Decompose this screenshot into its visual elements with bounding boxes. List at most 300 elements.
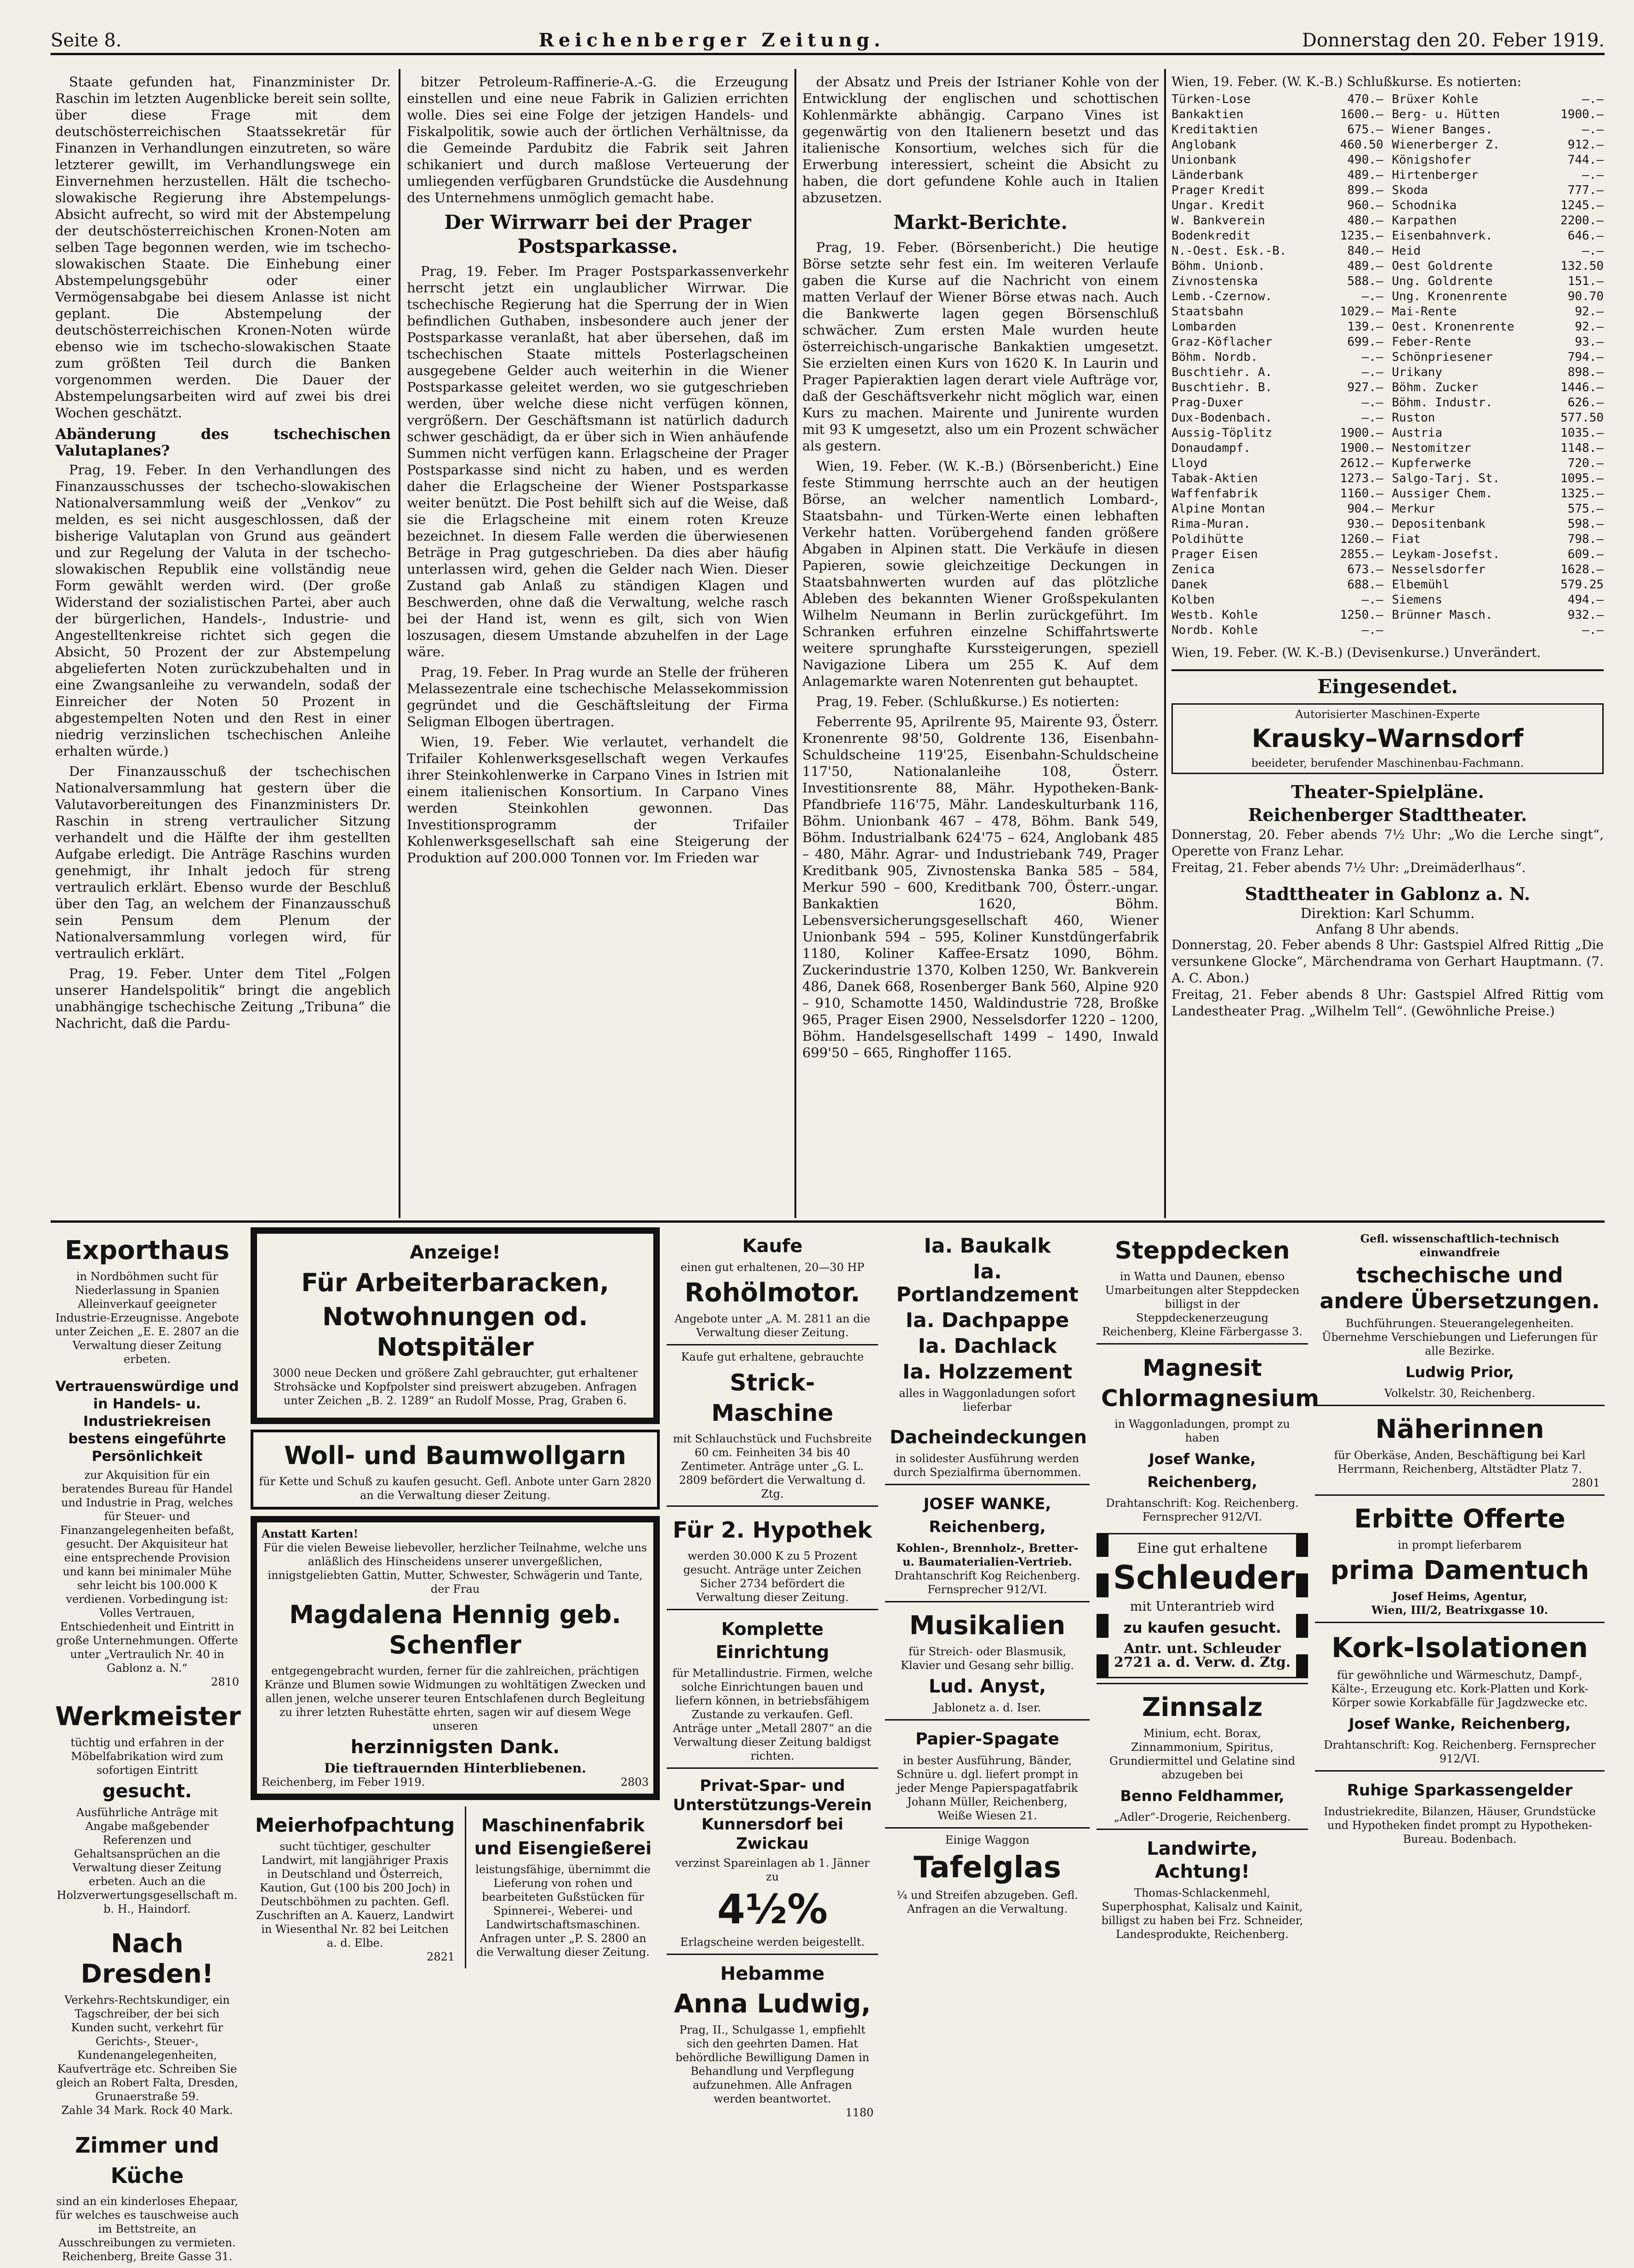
ad-title: Ruhige Sparkassengelder (1347, 1781, 1573, 1800)
stock-name: Prager Kredit (1171, 183, 1265, 197)
stock-price: 932.— (1567, 608, 1604, 622)
stock-name: Länderbank (1171, 168, 1244, 182)
stock-name: Königshofer (1392, 153, 1471, 167)
stock-price: 898.— (1567, 365, 1604, 379)
stock-price: 1600.— (1340, 108, 1383, 121)
stock-row (1392, 92, 1604, 107)
ad-text: Verkehrs-Rechtskundiger, ein Tagschreiber, der bei sich Kunden sucht, verkehrt für Gerichts-, Steuer-, Kundenangelegenheiten, Kaufverträge etc. Schreiben Sie gleich an Robert Falta, Dresden, Grunaerstraße 59. (56, 1994, 238, 2103)
stock-price: 1245.— (1560, 199, 1604, 212)
ad-text: in prompt lieferbarem (1398, 1539, 1522, 1551)
stock-name: Kreditaktien (1171, 123, 1258, 137)
column-rule (794, 69, 796, 1218)
stock-row (1171, 380, 1383, 395)
stock-price: 675.— (1347, 123, 1383, 137)
ad-vertrauen (51, 1371, 244, 1693)
stock-price: 132.50 (1560, 259, 1604, 273)
stock-price: 930.— (1347, 517, 1383, 531)
ad-big: Rohölmotor. (684, 1278, 861, 1308)
newspaper-title: Reichenberger Zeitung. (538, 29, 885, 51)
stock-price: 1148.— (1560, 441, 1604, 455)
stock-row (1171, 183, 1383, 198)
ad-line: Ia. Dachlack (918, 1334, 1057, 1358)
article-paragraph: Prag, 19. Feber. (Börsenbericht.) Die heutige Börse setzte sehr fest ein. Im weiteren Verlaufe gaben die Kurse auf die Nachricht von einem matten Verlauf der Wiener Börse etwas nach. Auch die Bankwerte lagen gegen Börsenschluß schwächer. Zum ersten Male wurden heute österreichisch-ungarische Bankaktien umgesetzt. Sie erzielten einen Kurs von 1620 K. In Laurin und Prager Papieraktien lagen derart viele Aufträge vor, daß der Geschäftsverkehr nicht möglich war, einen Kurs zu machen. Mairente und Junirente wurden mit 93 K umgesetzt, also um ein Prozent schwächer als gestern. (802, 239, 1159, 454)
stock-price: 899.— (1347, 183, 1383, 197)
stock-price: 927.— (1347, 381, 1383, 394)
ad-text: in bester Ausführung, Bänder, Schnüre u. dgl. liefert prompt in jeder Menge Papierspagatfabrik Johann Müller, Reichenberg, Weiße Wiesen 21. (896, 1754, 1079, 1822)
ad-title: Steppdecken (1114, 1237, 1290, 1265)
ad-place: Jablonetz a. d. Iser. (933, 1701, 1041, 1714)
stock-name: Dux-Bodenbach. (1171, 411, 1273, 425)
stock-name: Bodenkredit (1171, 229, 1251, 243)
ad-hebamme (667, 1954, 878, 2124)
stock-price: 673.— (1347, 563, 1383, 576)
ad-text: Eine gut erhaltene (1137, 1540, 1268, 1556)
stock-price: 92.— (1575, 320, 1604, 334)
ad-title: Anzeige! (410, 1242, 501, 1263)
ad-name: Josef Wanke, Reichenberg, (1348, 1715, 1571, 1732)
ad-schleuder (1097, 1533, 1308, 1678)
article-paragraph: Wien, 19. Feber. Wie verlautet, verhandelt die Trifailer Kohlenwerksgesellschaft wegen Verkaufes ihrer Steinkohlenwerke in Carpano Vines in Istrien mit einem italienischen Konsortium. In Carpano Vines werden Steinkohlen gewonnen. Das Investitionsprogramm der Trifailer Kohlenwerksgesellschaft sah eine Steigerung der Produktion auf 200.000 Tonnen vor. Im Frieden war (407, 734, 788, 866)
stock-name: W. Bankverein (1171, 214, 1265, 228)
ad-text: in Watta und Daunen, ebenso Umarbeitungen alter Steppdecken billigst in der Steppdeckenerzeugung Reichenberg, Kleine Färbergasse 3. (1102, 1270, 1303, 1338)
stock-row (1171, 289, 1383, 304)
stock-price: 1095.— (1560, 472, 1604, 485)
stock-name: Zenica (1171, 563, 1215, 576)
stock-name: Mai-Rente (1392, 305, 1457, 319)
stock-price: 1035.— (1560, 426, 1604, 440)
stock-price: 1160.— (1340, 487, 1383, 501)
article-column-1 (55, 74, 391, 1214)
stock-name: Westb. Kohle (1171, 608, 1258, 622)
stock-row (1392, 228, 1604, 244)
theater-listing: Donnerstag, 20. Feber abends 8 Uhr: Gastspiel Alfred Rittig „Die versunkene Glocke“, Märchendrama von Gerhart Hauptmann. (7. A. C. Abon.) (1171, 937, 1604, 986)
ad-text: mit Unterantrieb wird (1130, 1599, 1275, 1614)
ad-title: Woll- und Baumwollgarn (284, 1441, 626, 1470)
stock-row (1171, 395, 1383, 410)
stock-name: Kolben (1171, 593, 1215, 607)
ad-title: Tafelglas (914, 1851, 1061, 1885)
stock-name: Feber-Rente (1392, 335, 1471, 349)
stock-name: Kupferwerke (1392, 456, 1471, 470)
stock-name: Buschtiehr. B. (1171, 381, 1273, 394)
ad-title: Komplette Einrichtung (715, 1619, 829, 1662)
stock-price: 720.— (1567, 456, 1604, 470)
stock-price: 2612.— (1340, 456, 1383, 470)
stock-name: Brüxer Kohle (1392, 92, 1479, 106)
stock-row (1171, 410, 1383, 426)
ad-title: Kork-Isolationen (1331, 1632, 1588, 1664)
article-paragraph: Prag, 19. Feber. In Prag wurde an Stelle der früheren Melassezentrale eine tschechische Melassekommission gegründet und die Geschäftsleitung der Firma Seligman Elbogen übertragen. (407, 664, 788, 729)
stock-name: Nestomitzer (1392, 441, 1471, 455)
ad-title: Vertrauenswürdige und in Handels- u. Industriekreisen bestens eingeführte Persönlichkeit (55, 1379, 239, 1465)
stock-name: Graz-Köflacher (1171, 335, 1273, 349)
theater-name-gablonz: Stadttheater in Gablonz a. N. (1245, 883, 1531, 904)
ad-title: Landwirte, Achtung! (1147, 1838, 1258, 1882)
stock-name: Unionbank (1171, 153, 1236, 167)
ad-einrichtung (667, 1609, 878, 1767)
stock-name: Depositenbank (1392, 517, 1485, 531)
stock-price: 151.— (1567, 274, 1604, 288)
ad-text: Buchführungen. Steuerangelegenheiten. Übernehme Verschiebungen und Lieferungen für alle Bezirke. (1322, 1317, 1598, 1357)
article-paragraph: Staate gefunden hat, Finanzminister Dr. Raschin im letzten Augenblicke bereit sein sollte, über diese Frage mit dem deutschösterreichischen Staatssekretär für Finanzen in Verhandlungen einzutreten, so wäre letzterer gewillt, im Verhandlungswege ein Einvernehmen herzustellen. Hält die tschecho-slowakische Regierung ihre Abstempelungs-Absicht aufrecht, so wird mit der Abstempelung der deutschösterreichischen Kronen-Noten am selben Tage begonnen werden, wie im tschecho-slowakischen Staate. Die Einhebung einer Abstempelungsgebühr oder einer Vermögensabgabe bei diesem Anlasse ist nicht geplant. Die Abstempelung der deutschösterreichischen Kronen-Noten würde ebenso wie im tschecho-slowakischen Staate zum größten Teil durch die Banken vorgenommen werden. Die Dauer der Abstempelungsarbeiten wird auf zwei bis drei Wochen geschätzt. (55, 74, 391, 421)
ad-number: 2821 (426, 1950, 455, 1963)
krausky-tagline: Autorisierter Maschinen-Experte (1295, 708, 1480, 721)
stock-price: 139.— (1347, 320, 1383, 334)
article-paragraph: Prag, 19. Feber. (Schlußkurse.) Es notierten: (816, 694, 1120, 709)
ad-wanke (885, 1484, 1090, 1601)
ad-werkmeister (51, 1693, 244, 1920)
column-4 (1171, 74, 1604, 1214)
stock-row (1392, 410, 1604, 426)
ad-text: verzinst Spareinlagen ab 1. Jänner zu (675, 1857, 870, 1883)
ad-maschinenfabrik (465, 1806, 660, 1968)
stock-row (1171, 259, 1383, 274)
stock-row (1171, 532, 1383, 547)
stock-name: Ung. Goldrente (1392, 274, 1493, 288)
stock-price: —.— (1361, 623, 1383, 637)
ad-title: gesucht. (102, 1781, 192, 1802)
stock-name: Aussig-Töplitz (1171, 426, 1273, 440)
ad-title: Zimmer und Küche (75, 2133, 219, 2188)
stock-name: Alpine Montan (1171, 502, 1265, 516)
theater-listing: Freitag, 21. Feber abends 8 Uhr: Gastspiel Alfred Rittig vom Landestheater Prag. „Wilhelm Tell“. (Gewöhnliche Preise.) (1171, 987, 1604, 1019)
ad-wolle (251, 1430, 660, 1510)
ad-text: Ausführliche Anträge mit Angabe maßgebender Referenzen und Gehaltsansprüchen an die Verwaltung dieser Zeitung erbeten. Auch an die Holzverwertungsgesellschaft m. b. H., Haindorf. (57, 1806, 238, 1915)
ad-place: Wien, III/2, Beatrixgasse 10. (1371, 1603, 1548, 1617)
stock-price: 92.— (1575, 305, 1604, 319)
stock-price: 490.— (1347, 153, 1383, 167)
stock-name: Türken-Lose (1171, 92, 1251, 106)
stock-name: Poldihütte (1171, 532, 1244, 546)
stock-price: 470.— (1347, 92, 1383, 106)
ad-line: Für Arbeiterbaracken, (301, 1268, 609, 1297)
ad-name: Josef Heims, Agentur, (1392, 1590, 1527, 1603)
stock-price: 489.— (1347, 168, 1383, 182)
stock-price: 480.— (1347, 214, 1383, 228)
stock-name: Elbemühl (1392, 578, 1450, 592)
devisen-note: Wien, 19. Feber. (W. K.-B.) (Devisenkurse.) Unverändert. (1171, 645, 1541, 660)
stock-name: Lloyd (1171, 456, 1208, 470)
ad-text: in Nordböhmen sucht für Niederlassung in Spanien Alleinverkauf geeigneter Industrie-Erzeugnisse. Angebote unter Zeichen „E. E. 2807 an die Verwaltung dieser Zeitung erbeten. (55, 1270, 239, 1366)
stock-row (1392, 623, 1604, 638)
ad-text: werden 30.000 K zu 5 Prozent gesucht. Anträge unter Zeichen Sicher 2734 befördert die Verwaltung dieser Zeitung. (683, 1550, 862, 1604)
ad-name: Lud. Anyst, (928, 1676, 1046, 1697)
stock-price: —.— (1582, 168, 1604, 182)
stock-price: 777.— (1567, 183, 1604, 197)
ad-title: Papier-Spagate (915, 1730, 1059, 1749)
theater-name-reichenberg: Reichenberger Stadttheater. (1248, 804, 1527, 825)
stock-row (1171, 274, 1383, 289)
ad-text: alles in Waggonladungen sofort lieferbar (899, 1387, 1076, 1413)
stock-price: —.— (1582, 623, 1604, 637)
ad-text: Für die vielen Beweise liebevoller, herzlicher Teilnahme, welche uns anläßlich des Hinscheidens unserer unvergeßlichen, innigstgeliebten Gattin, Mutter, Schwester, Schwägerin und Tante, der Frau (263, 1541, 647, 1596)
stock-price: —.— (1361, 365, 1383, 379)
stock-price: 1900.— (1560, 108, 1604, 121)
stock-row (1171, 501, 1383, 517)
ad-baukalk (885, 1227, 1090, 1419)
stock-name: Böhm. Unionb. (1171, 259, 1265, 273)
ad-magnesit (1097, 1343, 1320, 1528)
stock-row (1171, 517, 1383, 532)
ad-place: „Adler“-Drogerie, Reichenberg. (1114, 1811, 1291, 1824)
stock-row (1392, 137, 1604, 153)
stock-price: 699.— (1347, 335, 1383, 349)
stock-row (1392, 471, 1604, 486)
stock-price: —.— (1582, 123, 1604, 137)
stock-name: Wiener Banges. (1392, 123, 1493, 137)
ad-exporthaus (51, 1227, 244, 1371)
stock-row (1171, 198, 1383, 213)
ad-rate: 4½% (717, 1886, 828, 1933)
ad-text: ¼ und Streifen abzugeben. Gefl. Anfragen an die Verwaltung. (896, 1889, 1079, 1915)
stock-name: Siemens (1392, 593, 1442, 607)
stock-name: Bankaktien (1171, 108, 1244, 121)
ad-title: Nach Dresden! (80, 1929, 214, 1989)
stock-table-left (1171, 92, 1383, 638)
stock-row (1392, 335, 1604, 350)
stock-price: 1628.— (1560, 563, 1604, 576)
ad-zimmer (51, 2122, 244, 2268)
ad-line: Notwohnungen od. Notspitäler (322, 1302, 588, 1362)
ad-title: Maschinenfabrik und Eisengießerei (474, 1815, 652, 1858)
stock-name: Anglobank (1171, 138, 1236, 152)
ad-line: Ia. Holzzement (902, 1360, 1073, 1384)
stock-name: N.-Oest. Esk.-B. (1171, 244, 1287, 258)
stock-name: Waffenfabrik (1171, 487, 1258, 501)
stock-price: —.— (1361, 396, 1383, 410)
stock-row (1392, 259, 1604, 274)
stock-price: 575.— (1567, 502, 1604, 516)
ad-rohoelmotor (667, 1227, 878, 1344)
stock-price: 460.50 (1340, 138, 1383, 152)
article-paragraph: der Absatz und Preis der Istrianer Kohle von der Entwicklung der englischen und schottischen Kohlenmärkte abhängig. Carpano Vines ist gegenwärtig von den Italienern besetzt und das italienische Konsortium, welches sich für die Erwerbung interessiert, scheint die Absicht zu haben, die dort gefundene Kohle auch in Italien abzusetzen. (802, 74, 1159, 205)
stock-row (1392, 532, 1604, 547)
stock-name: Austria (1392, 426, 1442, 440)
stock-price: —.— (1361, 411, 1383, 425)
stock-price: 626.— (1567, 396, 1604, 410)
stock-row (1171, 335, 1383, 350)
stock-row (1171, 122, 1383, 137)
stock-row (1171, 441, 1383, 456)
ad-line: Ia. Dachpappe (905, 1309, 1069, 1332)
ad-title: Erbitte Offerte (1354, 1504, 1565, 1534)
stock-price: 2200.— (1560, 214, 1604, 228)
stock-price: 688.— (1347, 578, 1383, 592)
stock-row (1171, 137, 1383, 153)
stock-name: Lombarden (1171, 320, 1236, 334)
stock-price: —.— (1582, 244, 1604, 258)
ad-signature: Die tieftrauernden Hinterbliebenen. (324, 1761, 586, 1776)
stock-price: 1325.— (1560, 487, 1604, 501)
stock-table-right (1392, 92, 1604, 638)
theater-heading: Theater-Spielpläne. (1291, 781, 1484, 802)
stock-price: 1900.— (1340, 426, 1383, 440)
ad-column-e (1097, 1227, 1320, 2101)
stock-price: 1273.— (1340, 472, 1383, 485)
stock-price: 1446.— (1560, 381, 1604, 394)
article-paragraph: bitzer Petroleum-Raffinerie-A.-G. die Erzeugung einstellen und eine neue Fabrik in Galizien errichten wolle. Dies sei eine Folge der jetzigen Handels- und Fiskalpolitik, sowie auch der örtlichen Verhältnisse, da die Gemeinde Pardubitz die Fabrik seit Jahren schikaniert und durch maßlose Verteuerung der umliegenden verfügbaren Grundstücke die Ausdehnung des Unternehmens unmöglich gemacht habe. (407, 74, 788, 205)
stock-price: —.— (1582, 92, 1604, 106)
stock-price: 1260.— (1340, 532, 1383, 546)
stock-row (1171, 608, 1383, 623)
eingesendet-heading: Eingesendet. (1317, 675, 1458, 698)
stock-row (1171, 456, 1383, 471)
ad-place: Reichenberg, im Feber 1919. (262, 1776, 425, 1789)
ad-tafelglas (885, 1827, 1090, 1920)
ad-kork (1315, 1622, 1605, 1770)
stock-row (1392, 577, 1604, 593)
stock-row (1171, 623, 1383, 638)
ad-contact: Drahtanschrift: Kog. Reichenberg. Fernsprecher 912/VI. (1106, 1497, 1299, 1523)
ad-sparkasse (1315, 1770, 1605, 1851)
stock-name: Brünner Masch. (1392, 608, 1493, 622)
stock-name: Rima-Muran. (1171, 517, 1251, 531)
stock-name: Nesselsdorfer (1392, 563, 1485, 576)
ad-column-c (667, 1227, 878, 2119)
ad-dresden (51, 1920, 244, 2122)
ad-meierhof (251, 1806, 459, 1968)
ad-musikalien (885, 1601, 1090, 1719)
article-paragraph: Der Finanzausschuß der tschechischen Nationalversammlung hat gestern über die Valutavorbereitungen des Finanzministers Dr. Raschin in streng vertraulicher Sitzung verhandelt und die Hälfte der ihm gestellten Aufgabe erledigt. Die Anträge Raschins wurden genehmigt, ihr Inhalt jedoch für streng vertraulich erklärt. Ebenso wurde der Beschluß über den Tag, an welchem der Finanzausschuß sein Pensum dem Plenum der Nationalversammlung vorlegen wird, für vertraulich erklärt. (55, 764, 391, 961)
ad-thanks: herzinnigsten Dank. (350, 1737, 560, 1758)
article-paragraph: Prag, 19. Feber. In den Verhandlungen des Finanzausschusses der tschecho-slowakischen Nationalversammlung weiß der „Venkov“ zu melden, es sei nicht ausgeschlossen, daß der bisherige Valutaplan von Grund aus geändert und zur Regelung der Valuta in der tschecho-slowakischen Republik eine vollständig neue Form gewählt werden wird. (Der große Widerstand der sozialistischen Partei, aber auch der bürgerlichen, Handels-, Industrie- und Angestelltenkreise richtet sich gegen die Absicht, 50 Prozent der zur Abstempelung abgelieferten Noten zurückzubehalten und in eine Zwangsanleihe zu verwandeln, sodaß der Einreicher der Noten 50 Prozent in abgestempelten Noten und den Rest in einer niedrig verzinslichen tschechischen Anleihe erhalten würde.) (55, 462, 391, 759)
stock-row (1392, 395, 1604, 410)
ad-line: Ia. Portlandzement (896, 1260, 1079, 1306)
stock-row (1392, 198, 1604, 213)
stock-name: Zivnostenska (1171, 274, 1258, 288)
stock-name: Böhm. Industr. (1392, 396, 1493, 410)
article-paragraph: Wien, 19. Feber. (W. K.-B.) (Börsenbericht.) Eine feste Stimmung herrschte auch an der heutigen Börse, an welcher namentlich Lombard-, Staatsbahn- und Türken-Werte einen lebhaften Verkehr hatten. Vorübergehend fanden größere Abgaben in Alpinen statt. Die Verkäufe in diesen Papieren, sowie gleichzeitige Deckungen in Staatsbahnwerten wurden auf das plötzliche Ableben des bekannten Wiener Großspekulanten Wilhelm Neumann in Berlin zurückgeführt. Im Schranken erfuhren einzelne Schiffahrtswerte weitere sprunghafte Kurssteigerungen, speziell Navigazione Libera um 255 K. Auf dem Anlagemarkte waren Notenrenten gut behauptet. (802, 458, 1159, 689)
ad-title: prima Damentuch (1330, 1556, 1589, 1585)
ad-text: einen gut erhaltenen, 20—30 HP (680, 1261, 864, 1274)
ad-section-rule (51, 1220, 1605, 1223)
ad-sparverein (667, 1767, 878, 1954)
stock-row (1392, 380, 1604, 395)
ad-title: Privat-Spar- und Unterstützungs-Verein Kunnersdorf bei Zwickau (673, 1777, 872, 1853)
stock-price: 912.— (1567, 138, 1604, 152)
ad-text: leistungsfähige, übernimmt die Lieferung von rohen und bearbeiteten Gußstücken für Spinnerei-, Weberei- und Landwirtschaftsmaschinen. Anfragen unter „P. S. 2800 an die Verwaltung dieser Zeitung. (475, 1863, 651, 1959)
stock-row (1171, 593, 1383, 608)
stock-name: Tabak-Aktien (1171, 472, 1258, 485)
ad-strickmaschine (667, 1344, 878, 1505)
stock-row (1392, 304, 1604, 319)
stock-name: Böhm. Zucker (1392, 381, 1479, 394)
stock-row (1392, 289, 1604, 304)
stock-price: 579.25 (1560, 578, 1604, 592)
stock-price: 93.— (1575, 335, 1604, 349)
ad-head: Anstatt Karten! (262, 1527, 359, 1540)
stock-name: Salgo-Tarj. St. (1392, 472, 1500, 485)
ad-text: tüchtig und erfahren in der Möbelfabrikation wird zum sofortigen Eintritt (70, 1736, 224, 1777)
ad-title: Magnesit Chlormagnesium (1101, 1355, 1320, 1412)
stock-price: 577.50 (1560, 411, 1604, 425)
stock-price: 840.— (1347, 244, 1383, 258)
stock-row (1171, 304, 1383, 319)
stock-row (1171, 365, 1383, 380)
ad-head: Hebamme (720, 1963, 825, 1984)
page-header (51, 28, 1605, 55)
stock-row (1171, 319, 1383, 335)
ad-text: Prag, II., Schulgasse 1, empfiehlt sich den geehrten Damen. Hat behördliche Bewilligung Damen in Behandlung und Verpflegung aufzunehmen. Alle Anfragen werden beantwortet. (675, 2023, 869, 2105)
stock-row (1392, 517, 1604, 532)
ad-title: Dacheindeckungen (890, 1427, 1087, 1448)
ad-text: für Streich- oder Blasmusik, Klavier und Gesang sehr billig. (901, 1645, 1074, 1672)
stock-row (1392, 274, 1604, 289)
ad-text: mit Schlauchstück und Fuchsbreite 60 cm. Feinheiten 34 bis 40 Zentimeter. Anträge unter „G. L. 2809 befördert die Verwaltung d. Ztg. (673, 1432, 872, 1500)
stock-row (1392, 213, 1604, 228)
krausky-sub: beeideter, berufender Maschinenbau-Fachmann. (1251, 757, 1524, 769)
stock-row (1392, 168, 1604, 183)
stock-price: 1029.— (1340, 305, 1383, 319)
stock-price: 798.— (1567, 532, 1604, 546)
stock-intro: Wien, 19. Feber. (W. K.-B.) Schlußkurse. Es notierten: (1171, 74, 1522, 89)
ad-text: sucht tüchtiger, geschulter Landwirt, mit langjähriger Praxis in Deutschland und Österreich, Kaution, Gut (100 bis 200 Joch) in Deutschböhmen zu pachten. Gefl. Zuschriften an A. Kauerz, Landwirt in Wiesenthal Nr. 82 bei Leitchen a. d. Elbe. (256, 1840, 454, 1949)
article-column-2 (407, 74, 788, 1214)
ad-column-b (251, 1227, 660, 2101)
theater-listing: Freitag, 21. Feber abends 7½ Uhr: „Dreimäderlhaus“. (1171, 860, 1526, 875)
stock-price: 588.— (1347, 274, 1383, 288)
stock-price: 494.— (1567, 593, 1604, 607)
ad-text: Kohlen-, Brennholz-, Bretter- u. Baumaterialien-Vertrieb. (896, 1541, 1079, 1568)
ad-text: Erlagscheine werden beigestellt. (680, 1936, 865, 1949)
stock-price: 960.— (1347, 199, 1383, 212)
krausky-name: Krausky–Warnsdorf (1251, 724, 1524, 753)
page-number: Seite 8. (51, 29, 122, 51)
stock-name: Prag-Duxer (1171, 396, 1244, 410)
stock-name: Karpathen (1392, 214, 1457, 228)
column-rule (1164, 69, 1166, 1218)
stock-name: Merkur (1392, 502, 1435, 516)
stock-price: 904.— (1347, 502, 1383, 516)
issue-date: Donnerstag den 20. Feber 1919. (1302, 29, 1605, 51)
ad-danksagung (251, 1516, 660, 1800)
article-paragraph: Feberrente 95, Aprilrente 95, Mairente 93, Österr. Kronenrente 98'50, Goldrente 136, Eisenbahn-Schuldscheine 119'25, Eisenbahn-Schuldscheine 117'50, Nationalanleihe 108, Österr. Investitionsrente 88, Mähr. Hypotheken-Bank-Pfandbriefe 116'75, Mähr. Landeskulturbank 116, Böhm. Unionbank 467 – 478, Böhm. Bank 549, Böhm. Industrialbank 624'75 – 624, Anglobank 485 – 480, Mähr. Agrar- und Industriebank 749, Prager Kreditbank 905, Zivnostenska Banka 585 – 584, Merkur 590 – 600, Kreditbank 700, Österr.-ungar. Bankaktien 1620, Böhm. Lebensversicherungsgesellschaft 460, Wiener Unionbank 594 – 595, Koliner Kunstdüngerfabrik 1180, Koliner Kaffee-Ersatz 1090, Böhm. Zuckerindustrie 1370, Kolben 1250, Wr. Bankverein 486, Danek 668, Rosenberger Bank 560, Alpine 920 – 910, Schamotte 1450, Waldindustrie 728, Broßke 965, Prager Eisen 2900, Nesselsdorfer 1220 – 1200, Böhm. Handelsgesellschaft 1499 – 1490, Inwald 699'50 – 665, Ringhoffer 1165. (802, 714, 1159, 1060)
stock-price: —.— (1361, 290, 1383, 303)
stock-row (1171, 153, 1383, 168)
stock-name: Nordb. Kohle (1171, 623, 1258, 637)
ad-title: Exporthaus (64, 1236, 230, 1265)
stock-price: 1250.— (1340, 608, 1383, 622)
ad-anzeige (251, 1227, 660, 1424)
article-heading: Abänderung des tschechischen Valutaplanes? (55, 425, 391, 459)
ad-spagate (885, 1719, 1090, 1827)
stock-name: Donaudampf. (1171, 441, 1251, 455)
ad-text: Zahle 34 Mark. Rock 40 Mark. (61, 2104, 233, 2117)
stock-price: 1235.— (1340, 229, 1383, 243)
ad-text: für gewöhnliche und Wärmeschutz, Dampf-, Kälte-, Erzeugung etc. Kork-Platten und Kork-Körper sowie Korkabfälle für Jagdzwecke etc. (1331, 1669, 1588, 1709)
stock-name: Urikany (1392, 365, 1442, 379)
theater-listing: Donnerstag, 20. Feber abends 7½ Uhr: „Wo die Lerche singt“, Operette von Franz Lehar. (1171, 827, 1604, 859)
ad-title: zu kaufen gesucht. (1123, 1619, 1281, 1636)
ad-number: 2801 (1571, 1476, 1600, 1489)
stock-row (1171, 350, 1383, 365)
ad-title: Zinnsalz (1142, 1692, 1263, 1722)
stock-row (1171, 547, 1383, 562)
stock-name: Ungar. Kredit (1171, 199, 1265, 212)
ad-text: sind an ein kinderloses Ehepaar, für welches es tauschweise auch im Bettstreite, an Ausschreibungen zu vermieten. Reichenberg, Breite Gasse 31. (55, 2195, 239, 2263)
stock-row (1392, 122, 1604, 137)
stock-name: Berg- u. Hütten (1392, 108, 1500, 121)
ad-offerte (1315, 1494, 1605, 1622)
stock-row (1171, 562, 1383, 577)
stock-price: 609.— (1567, 547, 1604, 561)
stock-price: 598.— (1567, 517, 1604, 531)
ad-title: Für 2. Hypothek (673, 1517, 872, 1543)
stock-name: Buschtiehr. A. (1171, 365, 1273, 379)
stock-price: —.— (1361, 593, 1383, 607)
stock-name: Oest Goldrente (1392, 259, 1493, 273)
stock-row (1171, 92, 1383, 107)
